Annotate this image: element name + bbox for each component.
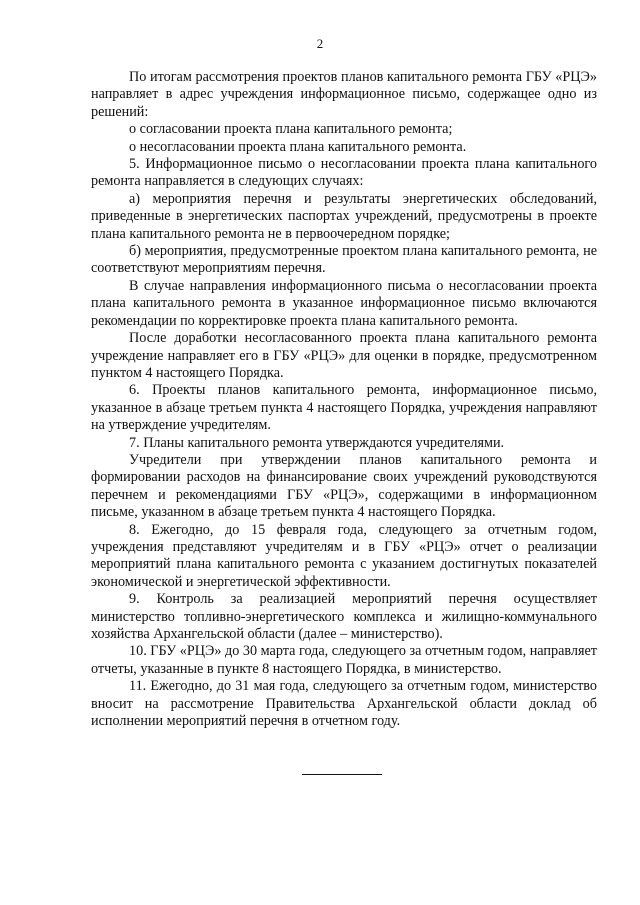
paragraph-clause-8: 8. Ежегодно, до 15 февраля года, следующего за отчетным годом, учреждения представляют учредителям и в ГБУ «РЦЭ» отчет о реализации мероприятий плана капитального ремонта с указанием достигнутых показателей экономической и энергетической эффективности. <box>91 521 597 590</box>
paragraph-clause-10: 10. ГБУ «РЦЭ» до 30 марта года, следующего за отчетным годом, направляет отчеты, указанные в пункте 8 настоящего Порядка, в министерство. <box>91 643 597 677</box>
page-number: 2 <box>316 36 324 51</box>
paragraph-founders-guidance: Учредители при утверждении планов капитального ремонта и формировании расходов на финансирование своих учреждений руководствуются перечнем и рекомендациями ГБУ «РЦЭ», содержащими в информационном письме, указанном в абзаце третьем пункта 4 настоящего Порядка. <box>91 451 597 521</box>
paragraph-clause-5: 5. Информационное письмо о несогласовании проекта плана капитального ремонта направляется в следующих случаях: <box>91 156 597 190</box>
paragraph-clause-6: 6. Проекты планов капитального ремонта, информационное письмо, указанное в абзаце третьем пункта 4 настоящего Порядка, учреждения направляют на утверждение учредителям. <box>91 382 597 434</box>
paragraph-resubmission: После доработки несогласованного проекта плана капитального ремонта учреждение направляет его в ГБУ «РЦЭ» для оценки в порядке, предусмотренном пунктом 4 настоящего Порядка. <box>91 330 597 381</box>
paragraph-clause-9: 9. Контроль за реализацией мероприятий перечня осуществляет министерство топливно-энергетического комплекса и жилищно-коммунального хозяйства Архангельской области (далее – министерство). <box>91 591 597 642</box>
paragraph-clause-5a: а) мероприятия перечня и результаты энергетических обследований, приведенные в энергетических паспортах учреждений, предусмотрены в проекте плана капитального ремонта не в первоочередном порядке; <box>91 190 597 242</box>
paragraph-clause-7: 7. Планы капитального ремонта утверждаются учредителями. <box>129 434 505 451</box>
paragraph-recommendations: В случае направления информационного письма о несогласовании проекта плана капитального ремонта в указанное информационное письмо включаются рекомендации по корректировке проекта плана капитального ремонта. <box>91 277 597 329</box>
paragraph-option-approval: о согласовании проекта плана капитального ремонта; <box>129 121 453 138</box>
paragraph-clause-5b: б) мероприятия, предусмотренные проектом плана капитального ремонта, не соответствуют мероприятиям перечня. <box>91 243 597 277</box>
document-body <box>91 69 597 730</box>
paragraph-review-results: По итогам рассмотрения проектов планов капитального ремонта ГБУ «РЦЭ» направляет в адрес учреждения информационное письмо, содержащее одно из решений: <box>91 69 597 120</box>
paragraph-clause-11: 11. Ежегодно, до 31 мая года, следующего за отчетным годом, министерство вносит на рассмотрение Правительства Архангельской области доклад об исполнении мероприятий перечня в отчетном году. <box>91 678 597 730</box>
paragraph-option-rejection: о несогласовании проекта плана капитального ремонта. <box>129 138 467 155</box>
closing-rule <box>302 774 382 775</box>
